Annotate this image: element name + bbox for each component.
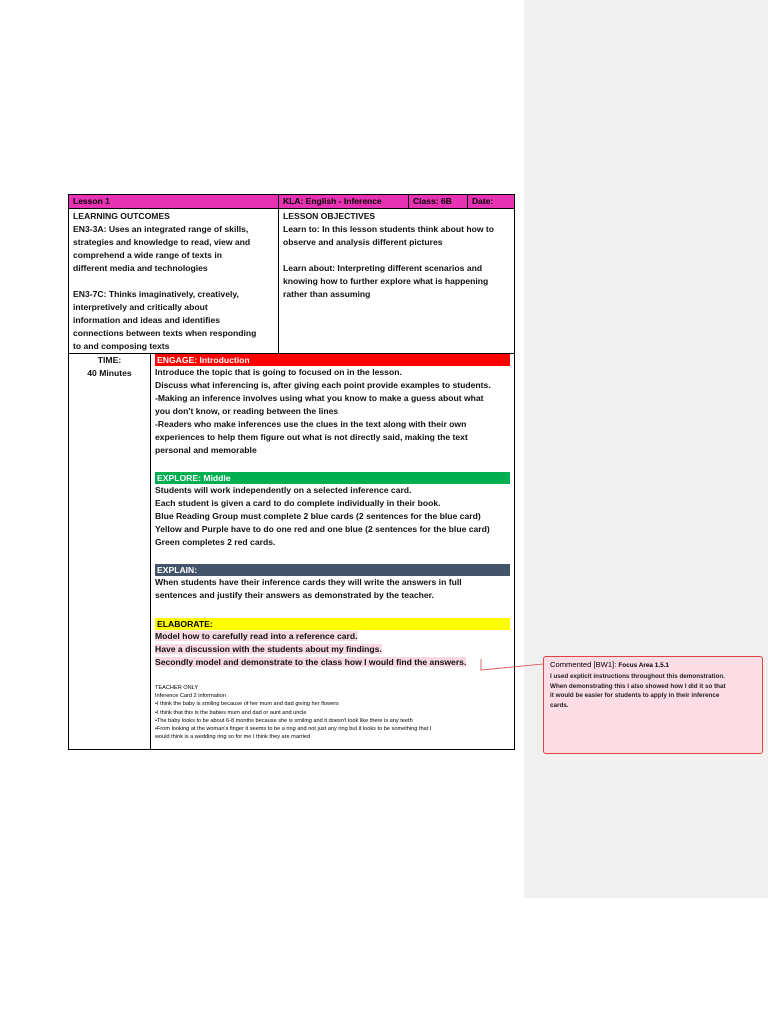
lesson-plan-table bbox=[68, 194, 515, 750]
comment-author: Commented [BW1]: bbox=[550, 660, 617, 669]
explore-line: Students will work independently on a selected inference card. bbox=[155, 485, 412, 495]
teacher-note-line: Inference Card 2 information bbox=[155, 693, 226, 700]
explain-text bbox=[155, 576, 511, 602]
outcome-line: interpretively and critically about bbox=[73, 302, 208, 312]
lesson-cell: Lesson 1 bbox=[69, 195, 279, 208]
teacher-note-line: would think is a wedding ring so for me I think they are married bbox=[155, 734, 311, 741]
objective-line: Learn about: Interpreting different scenarios and bbox=[283, 263, 483, 273]
explain-line: sentences and justify their answers as demonstrated by the teacher. bbox=[155, 590, 434, 600]
elaborate-section-bar: ELABORATE: bbox=[155, 618, 510, 630]
engage-line: -Making an inference involves using what you know to make a guess about what bbox=[155, 393, 484, 403]
engage-line: you don't know, or reading between the lines bbox=[155, 406, 339, 416]
objective-line: rather than assuming bbox=[283, 289, 371, 299]
lesson-content-cell bbox=[151, 354, 514, 750]
explore-section-bar: EXPLORE: Middle bbox=[155, 472, 510, 484]
explain-section-bar: EXPLAIN: bbox=[155, 564, 510, 576]
time-cell bbox=[69, 354, 151, 750]
teacher-note-line: •I think that this is the babies mum and dad or aunt and uncle bbox=[155, 709, 307, 716]
lesson-objectives-cell bbox=[279, 209, 514, 353]
lesson-body-row bbox=[69, 354, 514, 750]
elaborate-line-highlighted: Have a discussion with the students about my findings. bbox=[155, 644, 382, 654]
objective-line: observe and analysis different pictures bbox=[283, 237, 443, 247]
engage-text bbox=[155, 366, 511, 457]
outcome-line: information and ideas and identifies bbox=[73, 315, 221, 325]
objective-line: Learn to: In this lesson students think about how to bbox=[283, 224, 495, 234]
comment-line: it would be easier for students to apply in their inference bbox=[550, 692, 720, 699]
comment-header bbox=[550, 660, 756, 671]
outcome-line: different media and technologies bbox=[73, 263, 208, 273]
explain-line: When students have their inference cards they will write the answers in full bbox=[155, 577, 462, 587]
outcome-line: EN3-3A: Uses an integrated range of skills, bbox=[73, 224, 249, 234]
engage-line: experiences to help them figure out what is not directly said, making the text bbox=[155, 432, 468, 442]
teacher-note-line: •I think the baby is smiling because of her mum and dad giving her flowers bbox=[155, 701, 339, 708]
explore-line: Yellow and Purple have to do one red and one blue (2 sentences for the blue card) bbox=[155, 524, 490, 534]
elaborate-line-highlighted: Secondly model and demonstrate to the class how I would find the answers. bbox=[155, 657, 467, 667]
comment-line: When demonstrating this I also showed how I did it so that bbox=[550, 682, 726, 690]
explore-line: Blue Reading Group must complete 2 blue cards (2 sentences for the blue card) bbox=[155, 511, 481, 521]
comment-line: cards. bbox=[550, 701, 569, 709]
date-cell: Date: bbox=[472, 196, 494, 206]
engage-line: Discuss what inferencing is, after giving each point provide examples to students. bbox=[155, 380, 491, 390]
engage-line: Introduce the topic that is going to focused on in the lesson. bbox=[155, 367, 402, 377]
comment-balloon[interactable] bbox=[543, 656, 763, 754]
engage-section-bar: ENGAGE: Introduction bbox=[155, 354, 510, 366]
time-label: TIME: bbox=[97, 355, 122, 365]
elaborate-line-highlighted: Model how to carefully read into a reference card. bbox=[155, 631, 358, 641]
learning-outcomes-cell bbox=[69, 209, 279, 353]
teacher-only-notes bbox=[155, 684, 513, 741]
explore-line: Each student is given a card to do complete individually in their book. bbox=[155, 498, 441, 508]
comment-line: I used explicit instructions throughout this demonstration. bbox=[550, 673, 725, 680]
comment-tag: Focus Area 1.5.1 bbox=[618, 662, 669, 669]
engage-line: -Readers who make inferences use the clues in the text along with their own bbox=[155, 419, 467, 429]
comment-body bbox=[550, 672, 756, 710]
header-row bbox=[69, 195, 514, 209]
outcome-line: comprehend a wide range of texts in bbox=[73, 250, 222, 260]
outcomes-row bbox=[69, 209, 514, 354]
explore-line: Green completes 2 red cards. bbox=[155, 537, 276, 547]
teacher-note-line: TEACHER ONLY bbox=[155, 685, 199, 691]
time-value: 40 Minutes bbox=[87, 368, 132, 378]
explore-text bbox=[155, 484, 511, 549]
comment-margin-panel bbox=[524, 0, 768, 898]
kla-cell: KLA: English - Inference bbox=[279, 195, 409, 208]
learning-outcomes-heading: LEARNING OUTCOMES bbox=[73, 211, 170, 221]
objective-line: knowing how to further explore what is happening bbox=[283, 276, 489, 286]
engage-line: personal and memorable bbox=[155, 445, 257, 455]
lesson-objectives-heading: LESSON OBJECTIVES bbox=[283, 211, 376, 221]
outcome-line: strategies and knowledge to read, view and bbox=[73, 237, 251, 247]
elaborate-text bbox=[155, 630, 511, 669]
outcome-line: EN3-7C: Thinks imaginatively, creatively, bbox=[73, 289, 239, 299]
outcome-line: connections between texts when responding bbox=[73, 328, 257, 338]
teacher-note-line: •The baby looks to be about 6-8 months because she is smiling and it doesn't look like there is any teeth bbox=[155, 717, 413, 724]
outcome-line: to and composing texts bbox=[73, 341, 170, 351]
teacher-note-line: •From looking at the woman's finger it seems to be a ring and not just any ring but it looks to be something that I bbox=[155, 726, 432, 733]
class-cell: Class: 6B bbox=[409, 195, 468, 208]
